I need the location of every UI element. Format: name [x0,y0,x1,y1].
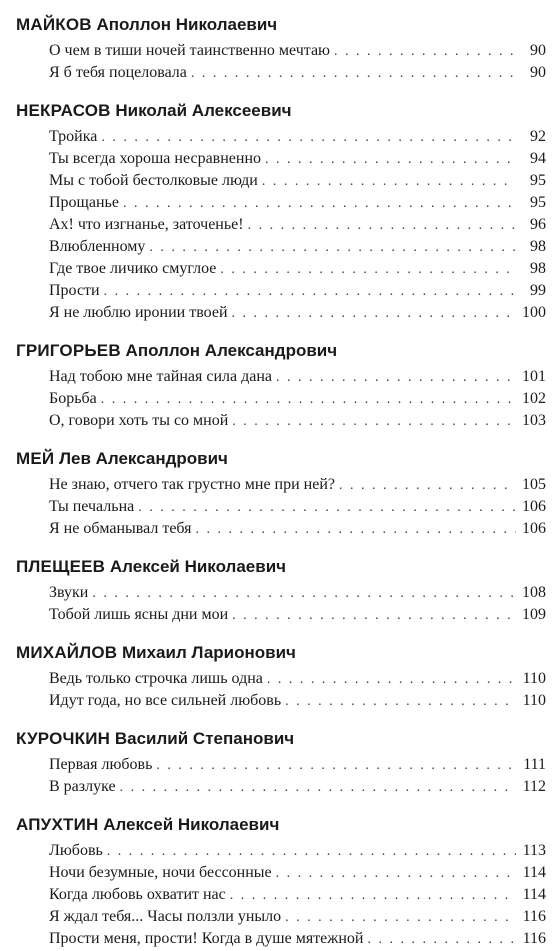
toc-entry [16,862,548,884]
poem-title: Я ждал тебя... Часы ползли уныло [49,908,282,925]
toc-entry [16,62,548,84]
poem-title: Я б тебя поцеловала [49,64,187,81]
page-number: 109 [522,606,546,623]
page-number: 99 [530,282,546,299]
toc-entry [16,170,548,192]
poem-title: Я не люблю иронии твоей [49,304,228,321]
dot-leader [334,41,516,63]
poem-title: Ты печальна [49,498,135,515]
page-number: 94 [530,150,546,167]
dot-leader [265,149,516,171]
dot-leader [267,669,516,691]
page-number: 106 [522,520,546,537]
poem-title: Ты всегда хороша несравненно [49,150,262,167]
poem-title: Ах! что изгнанье, заточенье! [49,216,244,233]
dot-leader [232,411,516,433]
toc-entry [16,928,548,950]
page-number: 101 [522,368,546,385]
author-section [16,726,548,798]
author-section [16,554,548,626]
poem-title: Я не обманывал тебя [49,520,192,537]
author-given-names: Алексей Николаевич [103,815,280,834]
author-section [16,12,548,84]
author-heading [16,812,548,838]
page-number: 100 [522,304,546,321]
toc-entry [16,754,548,776]
poem-title: Любовь [49,842,103,859]
dot-leader [232,605,516,627]
author-surname: ГРИГОРЬЕВ [16,341,121,360]
toc-entry [16,582,548,604]
page-number: 108 [522,584,546,601]
toc-entry [16,192,548,214]
poem-title: В разлуке [49,778,116,795]
dot-leader [232,303,517,325]
toc-entry [16,906,548,928]
page-number: 112 [522,778,546,795]
page-number: 90 [530,42,546,59]
author-surname: НЕКРАСОВ [16,101,111,120]
author-surname: АПУХТИН [16,815,99,834]
author-section [16,446,548,540]
author-given-names: Аполлон Николаевич [96,15,278,34]
dot-leader [156,755,516,777]
poem-title: Когда любовь охватит нас [49,886,226,903]
author-given-names: Алексей Николаевич [109,557,287,576]
poem-title: Звуки [49,584,89,601]
poem-title: Тобой лишь ясны дни мои [49,606,229,623]
poem-title: О, говори хоть ты со мной [49,412,229,429]
author-surname: ПЛЕЩЕЕВ [16,557,106,576]
poem-title: Влюбленному [49,238,146,255]
dot-leader [276,863,516,885]
poem-title: Идут года, но все сильней любовь [49,692,282,709]
dot-leader [107,841,516,863]
page-number: 111 [523,756,546,773]
dot-leader [230,885,516,907]
dot-leader [339,475,516,497]
author-given-names: Михаил Ларионович [121,643,296,662]
toc-entry [16,366,548,388]
toc-entry [16,258,548,280]
page-number: 116 [522,908,546,925]
poem-title: Мы с тобой бестолковые люди [49,172,258,189]
dot-leader [196,519,516,541]
poem-title: Ведь только строчка лишь одна [49,670,263,687]
author-heading [16,12,548,38]
poem-title: Ночи безумные, ночи бессонные [49,864,272,881]
dot-leader [220,259,516,281]
author-heading [16,726,548,752]
dot-leader [191,63,516,85]
toc-entry [16,690,548,712]
dot-leader [248,215,516,237]
dot-leader [285,691,516,713]
page-number: 90 [530,64,546,81]
page-number: 116 [522,930,546,947]
author-heading [16,554,548,580]
page-number: 98 [530,238,546,255]
poem-title: Борьба [49,390,97,407]
toc-entry [16,776,548,798]
toc-entry [16,280,548,302]
poem-title: Первая любовь [49,756,153,773]
toc-entry [16,214,548,236]
author-heading [16,338,548,364]
page-number: 92 [530,128,546,145]
page-number: 95 [530,172,546,189]
dot-leader [120,777,516,799]
toc-entry [16,518,548,540]
page-number: 96 [530,216,546,233]
poem-title: Прости меня, прости! Когда в душе мятежной [49,930,364,947]
dot-leader [285,907,516,929]
author-heading [16,446,548,472]
author-section [16,98,548,324]
page-number: 110 [522,692,546,709]
poem-title: Прощанье [49,194,119,211]
toc-entry [16,840,548,862]
dot-leader [149,237,516,259]
toc-entry [16,884,548,906]
page-number: 95 [530,194,546,211]
toc-entry [16,388,548,410]
toc-entry [16,474,548,496]
author-section [16,338,548,432]
dot-leader [262,171,516,193]
dot-leader [101,127,516,149]
author-heading [16,98,548,124]
dot-leader [367,929,516,951]
page-number: 110 [522,670,546,687]
toc-entry [16,126,548,148]
dot-leader [101,389,516,411]
poem-title: Где твое личико смуглое [49,260,217,277]
dot-leader [276,367,516,389]
author-given-names: Николай Алексеевич [115,101,292,120]
page-number: 105 [522,476,546,493]
page-number: 103 [522,412,546,429]
toc-entry [16,302,548,324]
author-surname: КУРОЧКИН [16,729,111,748]
page-number: 102 [522,390,546,407]
toc-entry [16,236,548,258]
author-section [16,812,548,950]
toc-entry [16,148,548,170]
author-surname: МАЙКОВ [16,15,92,34]
dot-leader [138,497,516,519]
author-heading [16,640,548,666]
dot-leader [92,583,516,605]
author-surname: МИХАЙЛОВ [16,643,118,662]
poem-title: Прости [49,282,100,299]
toc-entry [16,496,548,518]
poem-title: Не знаю, отчего так грустно мне при ней? [49,476,335,493]
poem-title: Над тобою мне тайная сила дана [49,368,272,385]
page-number: 98 [530,260,546,277]
author-given-names: Лев Александрович [59,449,228,468]
author-given-names: Василий Степанович [114,729,295,748]
poem-title: Тройка [49,128,98,145]
author-given-names: Аполлон Александрович [125,341,338,360]
page-number: 106 [522,498,546,515]
toc-entry [16,668,548,690]
toc-entry [16,604,548,626]
page-number: 113 [522,842,546,859]
dot-leader [104,281,516,303]
author-section [16,640,548,712]
toc-entry [16,40,548,62]
page-number: 114 [522,886,546,903]
poem-title: О чем в тиши ночей таинственно мечтаю [49,42,330,59]
dot-leader [123,193,516,215]
toc-entry [16,410,548,432]
author-surname: МЕЙ [16,449,55,468]
page-number: 114 [522,864,546,881]
